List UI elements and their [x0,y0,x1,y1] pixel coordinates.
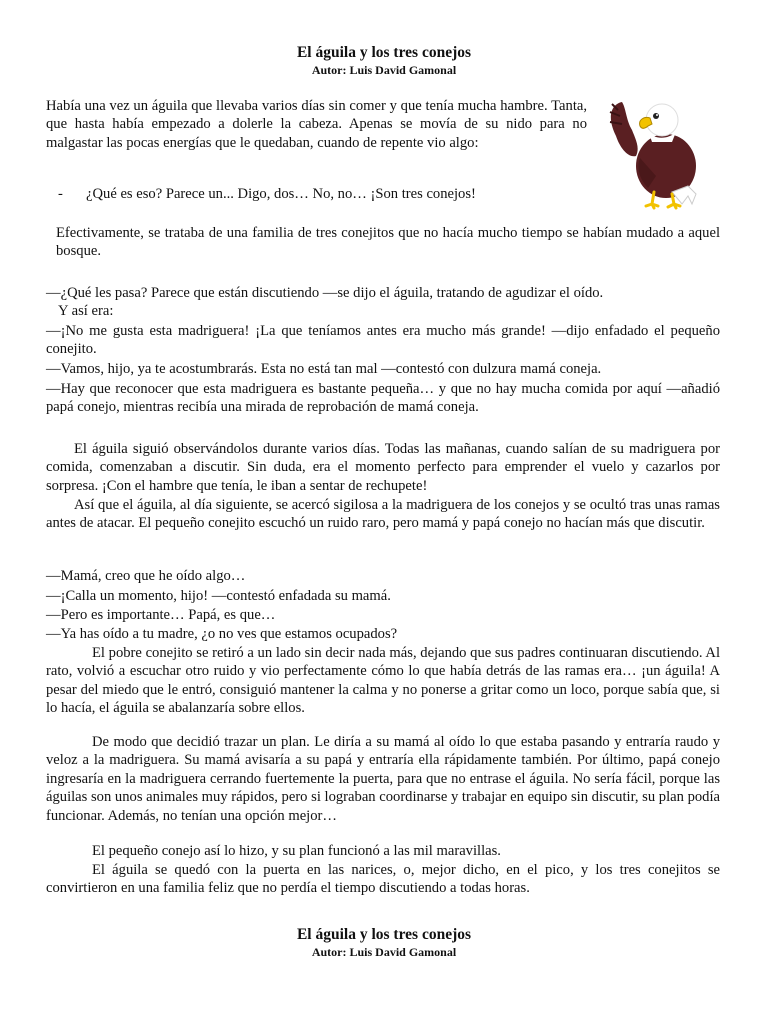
bullet-marker: - [58,186,63,202]
footer-author: Autor: Luis David Gamonal [311,945,457,959]
story-author: Autor: Luis David Gamonal [311,63,457,77]
footer-title: El águila y los tres conejos [296,926,472,943]
dialogue-line: —¡No me gusta esta madriguera! ¡La que teníamos antes era mucho más grande! —dijo enfadado el pequeño conejito. [46,323,720,358]
dialogue-line: Y así era: [58,303,114,319]
dialogue-line: —¿Qué les pasa? Parece que están discutiendo —se dijo el águila, tratando de agudizar el oído. [46,285,604,301]
eagle-illustration [596,96,726,211]
bullet-text: ¿Qué es eso? Parece un... Digo, dos… No, no… ¡Son tres conejos! [86,186,476,202]
paragraph-observing: El águila siguió observándolos durante varios días. Todas las mañanas, cuando salían de su madriguera por comida, comenzaban a discutir. Sin duda, era el momento perfecto para emprender el vuelo y cazarlos por sorpresa. ¡Con el hambre que tenía, le iban a sentar de rechupete! [46,441,720,494]
paragraph-discovery: El pobre conejito se retiró a un lado sin decir nada más, dejando que sus padres continuaran discutiendo. Al rato, volvió a escuchar otro ruido y vio perfectamente cómo lo que había detrás de las ramas era… ¡un águila! A pesar del miedo que le entró, consiguió mantener la calma y no ponerse a gritar como un loco, porque sabía que, si lo hacía, el águila se abalanzaría sobre ellos. [46,645,720,717]
paragraph-success: El pequeño conejo así lo hizo, y su plan funcionó a las mil maravillas. [92,843,501,859]
dialogue-line: —Ya has oído a tu madre, ¿o no ves que estamos ocupados? [46,626,398,642]
dialogue-line: —Vamos, hijo, ya te acostumbrarás. Esta no está tan mal —contestó con dulzura mamá coneja. [46,361,602,377]
dialogue-line: —Pero es importante… Papá, es que… [46,607,276,623]
dialogue-line: —Mamá, creo que he oído algo… [46,568,246,584]
dialogue-line: —¡Calla un momento, hijo! —contestó enfadada su mamá. [46,588,391,604]
paragraph-ending: El águila se quedó con la puerta en las narices, o, mejor dicho, en el pico, y los tres conejitos se convirtieron en una familia feliz que no perdía el tiempo discutiendo a todas horas. [46,862,720,897]
story-title: El águila y los tres conejos [296,44,472,61]
dialogue-line: —Hay que reconocer que esta madriguera es bastante pequeña… y que no hay mucha comida por aquí —añadió papá conejo, mientras recibía una mirada de reprobación de mamá coneja. [46,381,720,416]
paragraph-family: Efectivamente, se trataba de una familia de tres conejitos que no hacía mucho tiempo se habían mudado a aquel bosque. [56,225,720,260]
paragraph-plan: De modo que decidió trazar un plan. Le diría a su mamá al oído lo que estaba pasando y entraría raudo y veloz a la madriguera. Su mamá avisaría a su papá y entraría ella rápidamente también. Por último, papá conejo ingresaría en la madriguera cerrando fuertemente la puerta, para que no entrase el águila. No sería fácil, porque las águilas son unos animales muy rápidos, pero si lograban coordinarse y trabajar en equipo sin discutir, su plan podía funcionar. Además, no tenían una opción mejor… [46,734,720,824]
paragraph-intro: Había una vez un águila que llevaba varios días sin comer y que tenía mucha hambre. Tanta, que hasta había empezado a dolerle la cabeza. Apenas se movía de su nido para no malgastar las pocas energías que le quedaban, cuando de repente vio algo: [46,98,587,151]
paragraph-approach: Así que el águila, al día siguiente, se acercó sigilosa a la madriguera de los conejos y se ocultó tras unas ramas antes de atacar. El pequeño conejito escuchó un ruido raro, pero mamá y papá conejo no hacían más que discutir. [46,497,720,532]
